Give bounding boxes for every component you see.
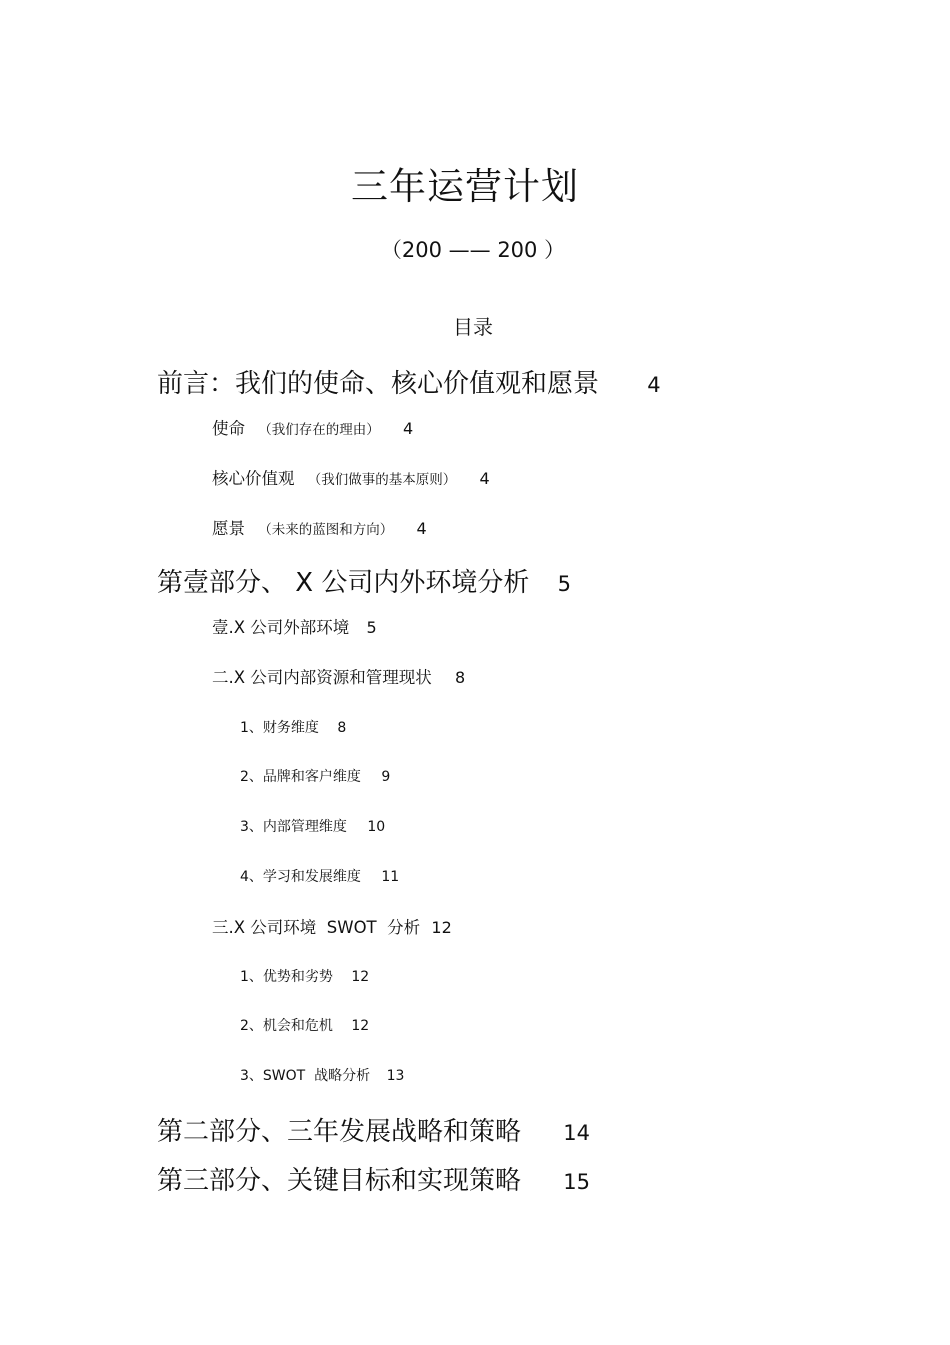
toc-entry-text: 2、机会和危机 bbox=[240, 1018, 333, 1034]
toc-entry-text: 1、优势和劣势 bbox=[240, 969, 333, 985]
toc-entry-part3[interactable] bbox=[157, 1168, 590, 1194]
toc-entry-text: 3、SWOT 战略分析 bbox=[240, 1068, 371, 1084]
toc-page-number: 14 bbox=[563, 1121, 591, 1145]
toc-page-number: 15 bbox=[563, 1170, 591, 1194]
toc-entry-text: 1、财务维度 bbox=[240, 720, 319, 736]
toc-entry-text: 第三部分、关键目标和实现策略 bbox=[157, 1166, 522, 1196]
toc-entry-text: 前言：我们的使命、核心价值观和愿景 bbox=[157, 369, 600, 399]
toc-entry-part2[interactable] bbox=[157, 1119, 590, 1145]
toc-entry-note: （未来的蓝图和方向） bbox=[258, 522, 394, 538]
toc-entry-strengths[interactable] bbox=[240, 970, 369, 984]
toc-entry-text: 核心价值观 bbox=[212, 469, 295, 488]
toc-entry-text: 三.X 公司环境 SWOT 分析 bbox=[212, 918, 421, 937]
toc-entry-part1-swot[interactable] bbox=[212, 920, 452, 937]
toc-page-number: 4 bbox=[479, 469, 490, 488]
toc-page-number: 4 bbox=[416, 519, 427, 538]
toc-entry-finance[interactable] bbox=[240, 721, 346, 735]
toc-entry-note: （我们存在的理由） bbox=[258, 422, 380, 438]
toc-entry-core-values[interactable] bbox=[212, 471, 490, 488]
toc-page-number: 13 bbox=[386, 1068, 405, 1084]
toc-entry-part1-internal[interactable] bbox=[212, 670, 465, 687]
toc-entry-text: 4、学习和发展维度 bbox=[240, 869, 361, 885]
toc-entry-text: 二.X 公司内部资源和管理现状 bbox=[212, 668, 432, 687]
toc-page-number: 4 bbox=[403, 419, 414, 438]
toc-entry-mission[interactable] bbox=[212, 421, 413, 438]
toc-entry-note: （我们做事的基本原则） bbox=[307, 472, 457, 488]
toc-entry-text: 第壹部分、 X 公司内外环境分析 bbox=[157, 568, 530, 598]
document-title: 三年运营计划 bbox=[351, 165, 579, 208]
toc-page-number: 12 bbox=[351, 1018, 370, 1034]
toc-page-number: 10 bbox=[367, 819, 386, 835]
toc-entry-swot-strategy[interactable] bbox=[240, 1069, 404, 1083]
toc-entry-text: 第二部分、三年发展战略和策略 bbox=[157, 1117, 522, 1147]
toc-page-number: 11 bbox=[381, 869, 400, 885]
toc-page-number: 8 bbox=[455, 668, 466, 687]
toc-entry-vision[interactable] bbox=[212, 521, 427, 538]
toc-entry-brand-customer[interactable] bbox=[240, 770, 390, 784]
toc-entry-text: 使命 bbox=[212, 419, 245, 438]
toc-entry-learning[interactable] bbox=[240, 870, 399, 884]
toc-heading: 目录 bbox=[453, 315, 493, 339]
toc-entry-part1[interactable] bbox=[157, 570, 571, 596]
toc-entry-text: 3、内部管理维度 bbox=[240, 819, 347, 835]
toc-page-number: 5 bbox=[366, 618, 377, 637]
toc-page-number: 4 bbox=[647, 373, 661, 397]
toc-entry-text: 愿景 bbox=[212, 519, 245, 538]
document-subtitle: （200 —— 200 ） bbox=[380, 238, 566, 262]
toc-page-number: 9 bbox=[381, 769, 391, 785]
toc-page-number: 12 bbox=[351, 969, 370, 985]
toc-entry-text: 壹.X 公司外部环境 bbox=[212, 618, 350, 637]
toc-entry-text: 2、品牌和客户维度 bbox=[240, 769, 361, 785]
toc-entry-internal-mgmt[interactable] bbox=[240, 820, 385, 834]
toc-page-number: 12 bbox=[431, 918, 452, 937]
toc-entry-preface[interactable] bbox=[157, 371, 661, 397]
toc-page-number: 5 bbox=[557, 572, 571, 596]
toc-entry-part1-external[interactable] bbox=[212, 620, 377, 637]
toc-page-number: 8 bbox=[337, 720, 347, 736]
toc-entry-opportunities[interactable] bbox=[240, 1019, 369, 1033]
